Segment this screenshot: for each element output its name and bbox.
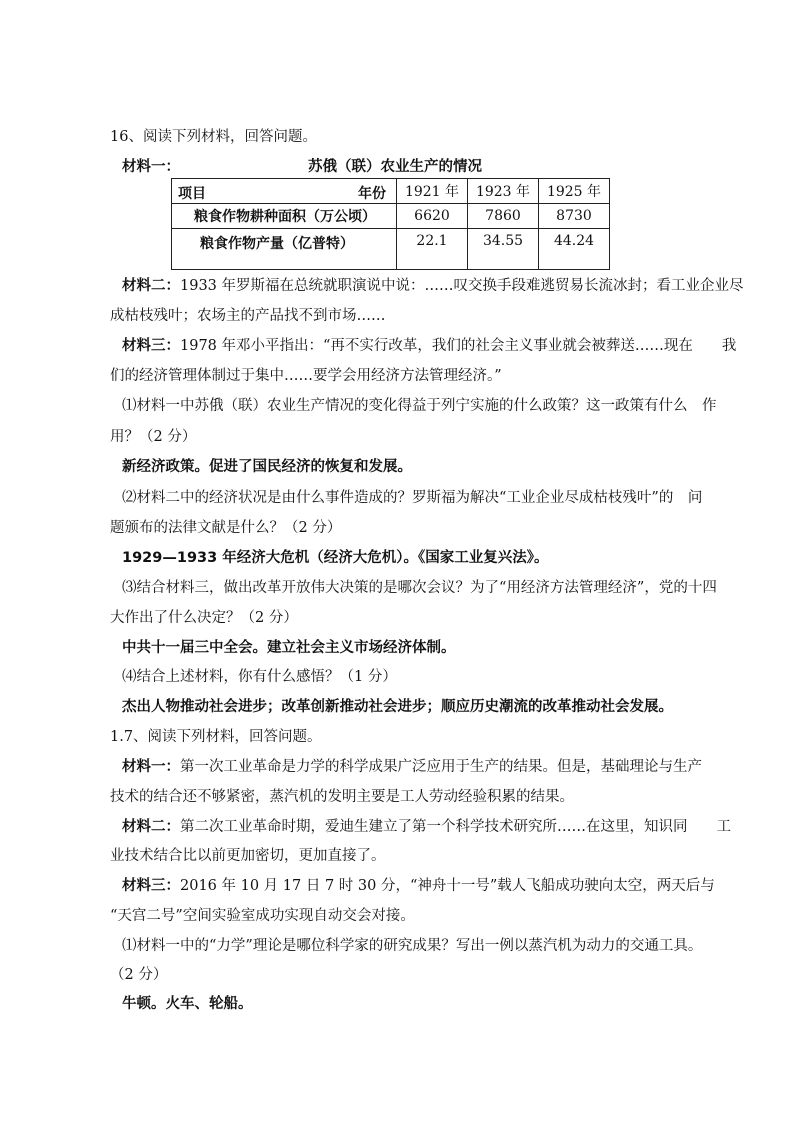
q16-question3-line2: 大作出了什么决定？（2 分） [110, 610, 298, 626]
q16-material1-label: 材料一： [122, 159, 180, 175]
table-corner-cell [172, 179, 397, 204]
q17-question1-line2: （2 分） [110, 967, 168, 983]
q17-material2-label: 材料二： [122, 819, 180, 835]
q17-material3 [122, 876, 715, 896]
q16-answer1: 新经济政策。促进了国民经济的恢复和发展。 [122, 459, 412, 475]
q17-material1 [122, 757, 702, 777]
table-header-row [172, 179, 610, 204]
q17-material1-line2: 技术的结合还不够紧密，蒸汽机的发明主要是工人劳动经验积累的结果。 [110, 789, 574, 805]
table-year-1921: 1921 年 [397, 179, 468, 204]
q16-material2-line2: 成枯枝残叶；农场主的产品找不到市场…… [110, 308, 386, 324]
q17-material3-label: 材料三： [122, 878, 180, 894]
q16-answer2: 1929—1933 年经济大危机（经济大危机）。《国家工业复兴法》。 [122, 550, 549, 566]
table-corner-year: 年份 [358, 186, 386, 202]
q17-material1-label: 材料一： [122, 759, 180, 775]
q17-material2 [122, 817, 731, 837]
q16-material3-line2: 们的经济管理体制过于集中……要学会用经济方法管理经济。” [110, 368, 502, 384]
q16-question2: ⑵材料二中的经济状况是由什么事件造成的？罗斯福为解决“工业企业尽成枯枝残叶”的 问 [122, 490, 703, 506]
table-year-1923: 1923 年 [468, 179, 539, 204]
q17-material3-line2: “天宫二号”空间实验室成功实现自动交会对接。 [110, 908, 415, 924]
q17-material2-line2: 业技术结合比以前更加密切，更加直接了。 [110, 848, 386, 864]
q16-title: 16、阅读下列材料，回答问题。 [110, 129, 317, 145]
agriculture-table [171, 178, 610, 270]
q16-question4: ⑷结合上述材料，你有什么感悟？（1 分） [122, 669, 397, 685]
q16-material3-text: 1978 年邓小平指出：“再不实行改革，我们的社会主义事业就会被葬送……现在 我 [180, 338, 737, 354]
q16-answer3: 中共十一届三中全会。建立社会主义市场经济体制。 [122, 640, 456, 656]
q17-material2-text: 第二次工业革命时期，爱迪生建立了第一个科学技术研究所……在这里，知识同 工 [180, 819, 731, 835]
table-cell: 8730 [539, 204, 610, 229]
table-row-label: 粮食作物产量（亿普特） [172, 229, 397, 270]
q17-material3-text: 2016 年 10 月 17 日 7 时 30 分，“神舟十一号”载人飞船成功驶向太空，两天后与 [180, 878, 715, 894]
q16-material2 [122, 276, 744, 296]
table-corner-item: 项目 [178, 186, 206, 202]
q16-question2-line2: 题颁布的法律文献是什么？（2 分） [110, 520, 342, 536]
q16-material2-text: 1933 年罗斯福在总统就职演说中说：……叹交换手段难逃贸易长流冰封；看工业企业尽 [180, 278, 744, 294]
table-year-1925: 1925 年 [539, 179, 610, 204]
table-cell: 22.1 [397, 229, 468, 270]
table-row [172, 204, 610, 229]
table-cell: 6620 [397, 204, 468, 229]
q17-question1: ⑴材料一中的“力学”理论是哪位科学家的研究成果？写出一例以蒸汽机为动力的交通工具。 [122, 938, 703, 954]
q16-question1-line2: 用？（2 分） [110, 429, 197, 445]
q16-material3-label: 材料三： [122, 338, 180, 354]
table-row-label: 粮食作物耕种面积（万公顷） [172, 204, 397, 229]
table-cell: 7860 [468, 204, 539, 229]
q17-answer1: 牛顿。火车、轮船。 [122, 996, 253, 1012]
table-cell: 44.24 [539, 229, 610, 270]
q16-material2-label: 材料二： [122, 278, 180, 294]
q16-table-title: 苏俄（联）农业生产的情况 [308, 159, 482, 175]
q17-material1-text: 第一次工业革命是力学的科学成果广泛应用于生产的结果。但是，基础理论与生产 [180, 759, 702, 775]
table-row [172, 229, 610, 270]
q16-question1: ⑴材料一中苏俄（联）农业生产情况的变化得益于列宁实施的什么政策？这一政策有什么 作 [122, 398, 717, 414]
q16-question3: ⑶结合材料三，做出改革开放伟大决策的是哪次会议？为了“用经济方法管理经济”，党的十四 [122, 580, 717, 596]
q16-answer4: 杰出人物推动社会进步；改革创新推动社会进步；顺应历史潮流的改革推动社会发展。 [122, 699, 673, 715]
table-cell: 34.55 [468, 229, 539, 270]
q17-title: 1.7、阅读下列材料，回答问题。 [110, 729, 322, 745]
q16-material3 [122, 336, 736, 356]
